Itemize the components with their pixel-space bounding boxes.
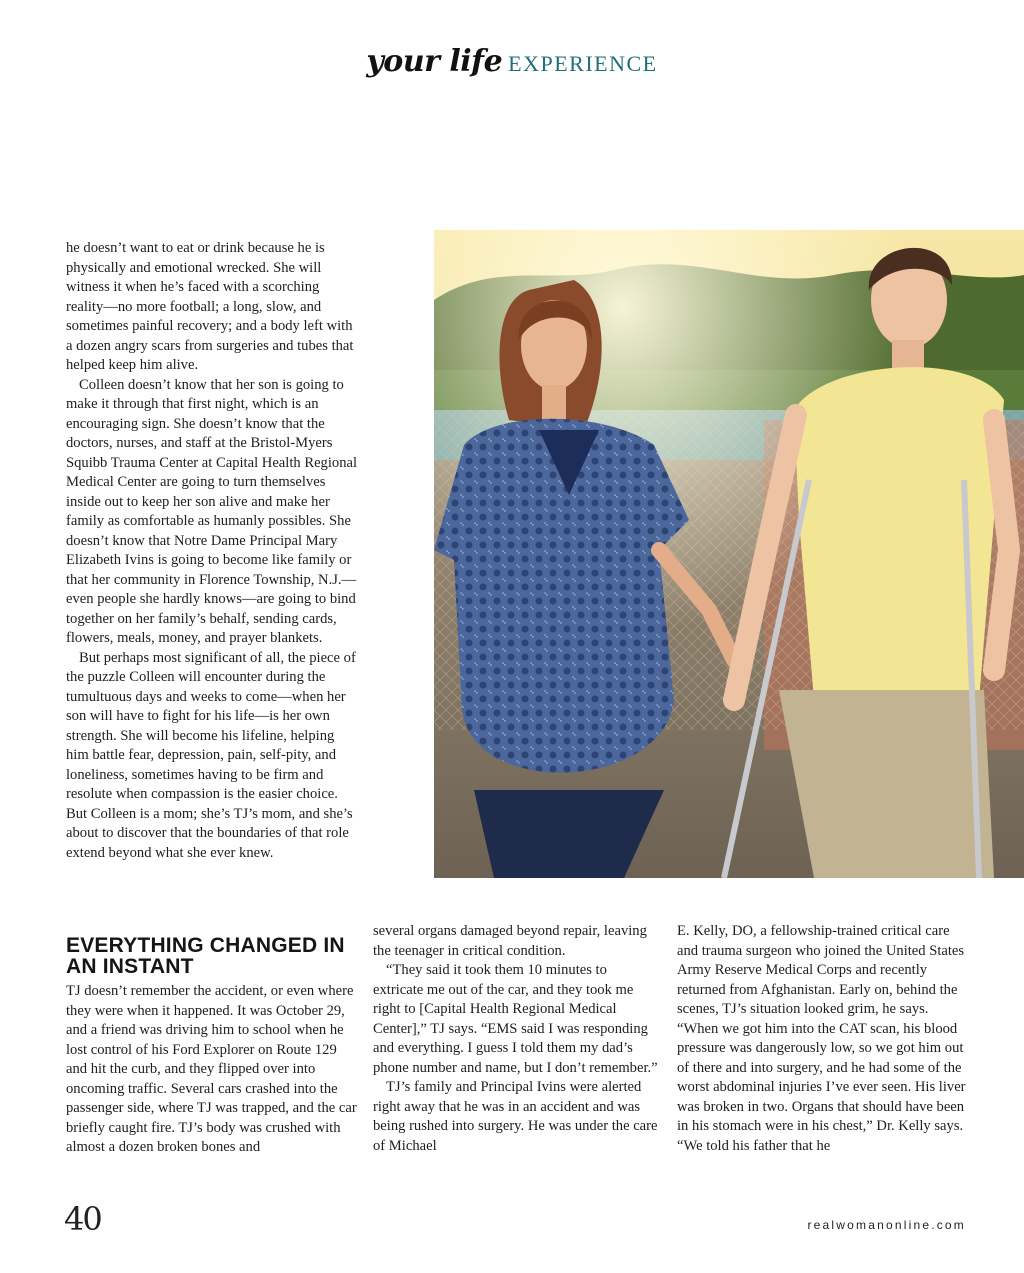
- body-column-1: [66, 982, 358, 1158]
- body-paragraph: several organs damaged beyond repair, leaving the teenager in critical condition.: [373, 923, 647, 959]
- article-photo: [434, 230, 1024, 878]
- intro-paragraph: Colleen doesn’t know that her son is going to make it through that first night, which is an encouraging sign. She doesn’t know that the doctors, nurses, and staff at the Bristol-Myers Squibb Trauma Center at Capital Health Regional Medical Center are going to turn themselves inside out to keep her son alive and make her family as comfortable as humanly possibles. She doesn’t know that Notre Dame Principal Mary Elizabeth Ivins is going to become like family or that her community in Florence Township, N.J.—even people she hardly knows—are going to bind together on her family’s behalf, sending cards, flowers, meals, money, and prayer blankets.: [66, 376, 358, 646]
- body-paragraph: E. Kelly, DO, a fellowship-trained critical care and trauma surgeon who joined the United States Army Reserve Medical Corps and recently returned from Afghanistan. Early on, behind the scenes, TJ’s situation looked grim, he says. “When we got him into the CAT scan, his blood pressure was dangerously low, so we got him out of there and into surgery, and he had some of the worst abdominal injuries I’ve ever seen. His liver was broken in two. Organs that should have been in his stomach were in his chest,” Dr. Kelly says. “We told his father that he: [677, 923, 966, 1154]
- section-subhead: EVERYTHING CHANGED IN AN INSTANT: [66, 934, 345, 978]
- brand-logo: your life: [366, 44, 503, 79]
- intro-column: [66, 239, 358, 863]
- body-column-3: [677, 922, 969, 1156]
- body-column-2: [373, 922, 659, 1156]
- masthead: [0, 44, 1024, 79]
- section-label: EXPERIENCE: [508, 51, 658, 76]
- body-paragraph: TJ’s family and Principal Ivins were alerted right away that he was in an accident and was being rushed into surgery. He was under the care of Michael: [373, 1079, 658, 1154]
- intro-paragraph: he doesn’t want to eat or drink because he is physically and emotional wrecked. She will witness it when he’s faced with a scorching reality—no more football; a long, slow, and sometimes painful recovery; and a body left with a dozen angry scars from surgeries and tubes that helped keep him alive.: [66, 240, 354, 373]
- website-link[interactable]: realwomanonline.com: [807, 1218, 966, 1232]
- page-number: 40: [64, 1200, 101, 1238]
- body-paragraph: “They said it took them 10 minutes to extricate me out of the car, and they took me right to [Capital Health Regional Medical Center],” TJ says. “EMS said I was responding and everything. I guess I told them my dad’s phone number and name, but I don’t remember.”: [373, 962, 658, 1076]
- body-paragraph: TJ doesn’t remember the accident, or even where they were when it happened. It was October 29, and a friend was driving him to school when he lost control of his Ford Explorer on Route 129 and hit the curb, and they flipped over into oncoming traffic. Several cars crashed into the passenger side, where TJ was trapped, and the car briefly caught fire. TJ’s body was crushed with almost a dozen broken bones and: [66, 983, 357, 1155]
- intro-paragraph: But perhaps most significant of all, the piece of the puzzle Colleen will encounter during the tumultuous days and weeks to come—when her son will have to fight for his life—is her own strength. She will become his lifeline, helping him battle fear, depression, pain, self-pity, and loneliness, sometimes having to be firm and resolute when compassion is the easier choice. But Colleen is a mom; she’s TJ’s mom, and she’s about to discover that the boundaries of that role extend beyond what she ever knew.: [66, 649, 356, 861]
